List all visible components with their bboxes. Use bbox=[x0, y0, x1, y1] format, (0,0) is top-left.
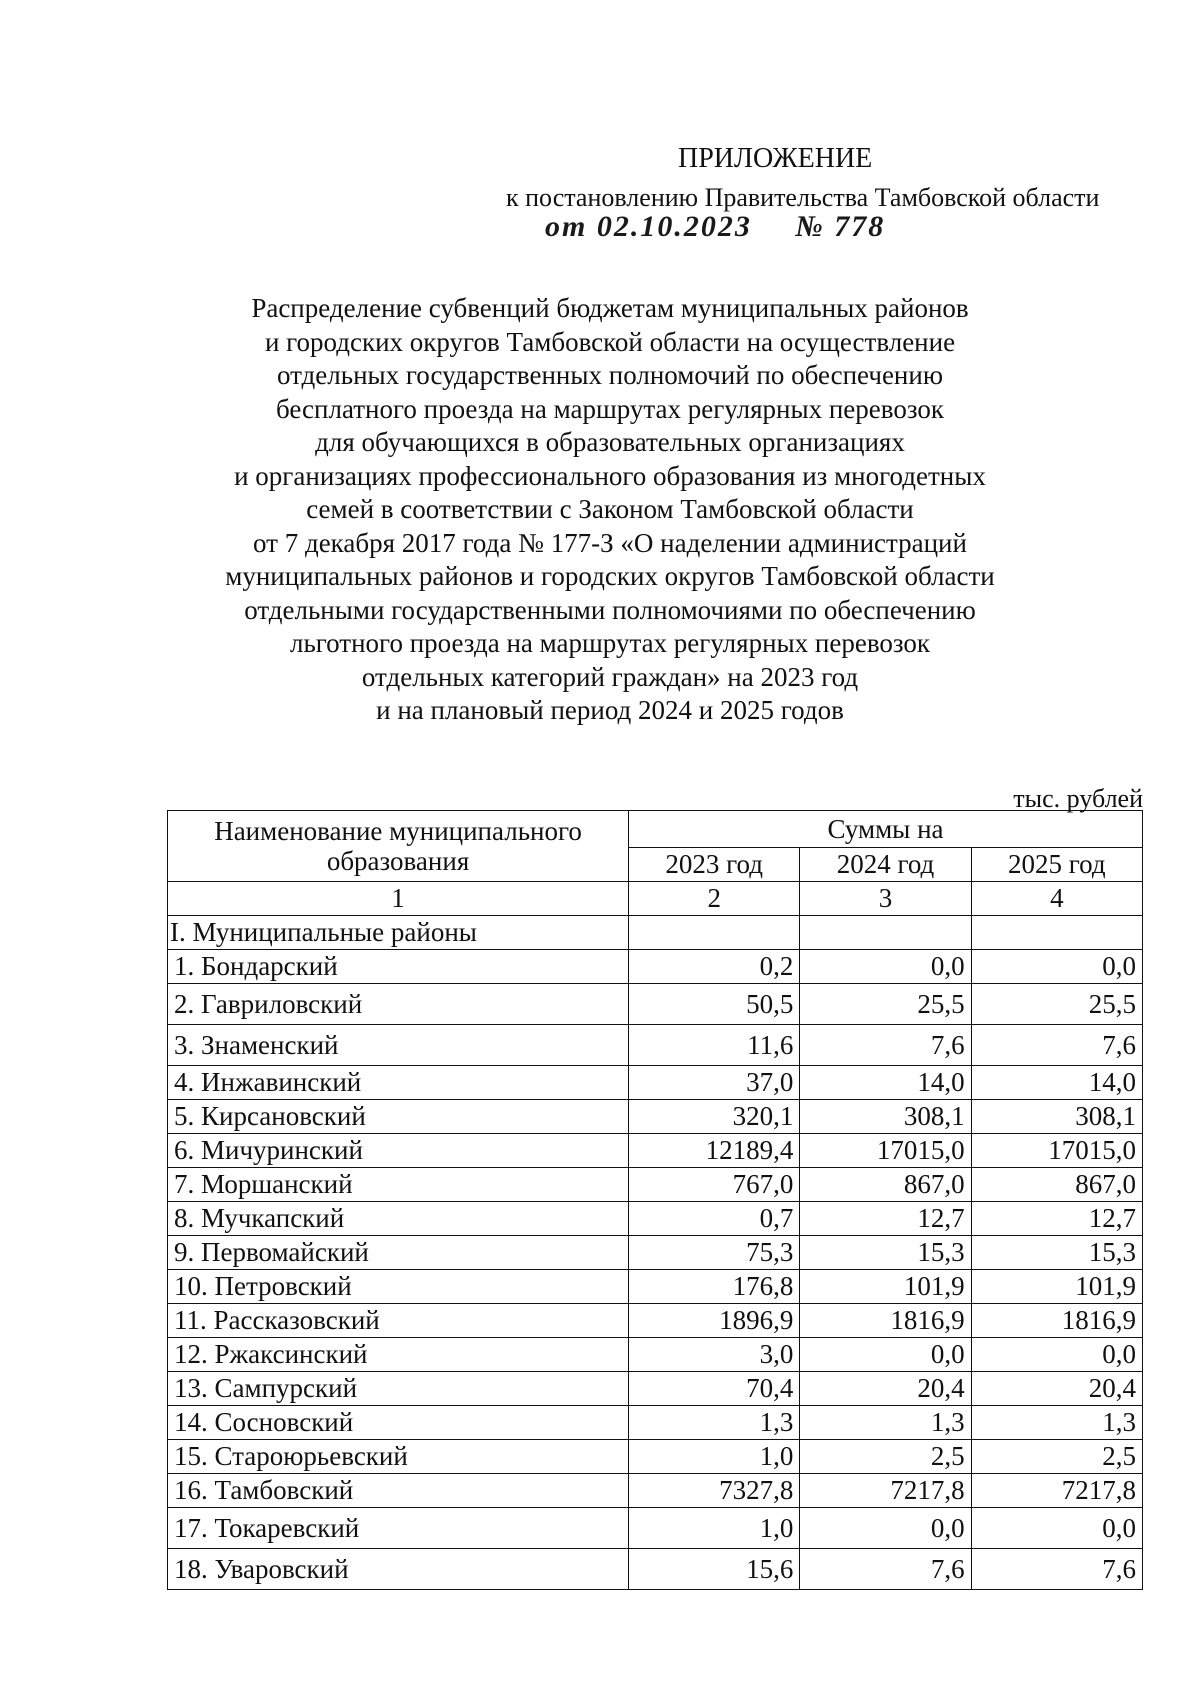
value-2024: 1816,9 bbox=[800, 1304, 971, 1338]
value-2023: 176,8 bbox=[629, 1270, 800, 1304]
table-row bbox=[168, 1025, 1143, 1066]
municipality-name: 7. Моршанский bbox=[168, 1168, 629, 1202]
value-2025: 20,4 bbox=[971, 1372, 1142, 1406]
heading-line: от 7 декабря 2017 года № 177-З «О наделении администраций bbox=[253, 527, 967, 558]
header-year-2025: 2025 год bbox=[971, 848, 1142, 882]
municipality-name: 4. Инжавинский bbox=[168, 1066, 629, 1100]
value-2023: 12189,4 bbox=[629, 1134, 800, 1168]
handwritten-date: от 02.10.2023 bbox=[545, 210, 752, 243]
value-2023: 50,5 bbox=[629, 984, 800, 1025]
value-2024: 7217,8 bbox=[800, 1474, 971, 1508]
value-2025: 15,3 bbox=[971, 1236, 1142, 1270]
value-2025: 0,0 bbox=[971, 1338, 1142, 1372]
value-2024: 15,3 bbox=[800, 1236, 971, 1270]
header-year-2023: 2023 год bbox=[629, 848, 800, 882]
table-row bbox=[168, 1236, 1143, 1270]
heading-line: и на плановый период 2024 и 2025 годов bbox=[376, 695, 844, 725]
municipality-name: 18. Уваровский bbox=[168, 1549, 629, 1590]
value-2023: 1,0 bbox=[629, 1440, 800, 1474]
municipality-name: 17. Токаревский bbox=[168, 1508, 629, 1549]
table-row bbox=[168, 1304, 1143, 1338]
value-2024: 0,0 bbox=[800, 950, 971, 984]
document-heading bbox=[220, 292, 1000, 728]
municipality-name: 12. Ржаксинский bbox=[168, 1338, 629, 1372]
section-title: I. Муниципальные районы bbox=[168, 916, 629, 950]
value-2025: 0,0 bbox=[971, 1508, 1142, 1549]
value-2025: 12,7 bbox=[971, 1202, 1142, 1236]
header-municipality: Наименование муниципального образования bbox=[168, 811, 629, 882]
value-2025: 2,5 bbox=[971, 1440, 1142, 1474]
municipality-name: 13. Сампурский bbox=[168, 1372, 629, 1406]
heading-line: семей в соответствии с Законом Тамбовской области bbox=[306, 494, 914, 524]
table-row bbox=[168, 1406, 1143, 1440]
column-number: 1 bbox=[168, 882, 629, 916]
value-2025: 7,6 bbox=[971, 1025, 1142, 1066]
unit-label: тыс. рублей bbox=[1013, 784, 1143, 813]
value-2023: 0,2 bbox=[629, 950, 800, 984]
appendix-title: ПРИЛОЖЕНИЕ bbox=[678, 143, 873, 174]
heading-line: муниципальных районов и городских округов Тамбовской области bbox=[225, 561, 995, 591]
municipality-name: 9. Первомайский bbox=[168, 1236, 629, 1270]
header-year-2024: 2024 год bbox=[800, 848, 971, 882]
value-2024: 7,6 bbox=[800, 1549, 971, 1590]
value-2024: 20,4 bbox=[800, 1372, 971, 1406]
value-2025: 25,5 bbox=[971, 984, 1142, 1025]
value-2025: 1,3 bbox=[971, 1406, 1142, 1440]
value-2023: 11,6 bbox=[629, 1025, 800, 1066]
column-number: 4 bbox=[971, 882, 1142, 916]
header-sums: Суммы на bbox=[629, 811, 1143, 848]
table-row bbox=[168, 1549, 1143, 1590]
handwritten-date-number bbox=[545, 210, 885, 244]
value-2024: 0,0 bbox=[800, 1338, 971, 1372]
value-2025: 14,0 bbox=[971, 1066, 1142, 1100]
heading-line: Распределение субвенций бюджетам муниципальных районов bbox=[251, 293, 969, 323]
municipality-name: 15. Староюрьевский bbox=[168, 1440, 629, 1474]
value-2025: 1816,9 bbox=[971, 1304, 1142, 1338]
municipality-name: 8. Мучкапский bbox=[168, 1202, 629, 1236]
heading-line: льготного проезда на маршрутах регулярных перевозок bbox=[289, 628, 931, 658]
value-2024: 12,7 bbox=[800, 1202, 971, 1236]
table-row bbox=[168, 1168, 1143, 1202]
section-row bbox=[168, 916, 1143, 950]
heading-line: и городских округов Тамбовской области на осуществление bbox=[264, 326, 956, 357]
table-row bbox=[168, 1440, 1143, 1474]
heading-line: для обучающихся в образовательных организациях bbox=[315, 427, 905, 457]
value-2024: 308,1 bbox=[800, 1100, 971, 1134]
table-row bbox=[168, 1066, 1143, 1100]
table-row bbox=[168, 1508, 1143, 1549]
municipality-name: 3. Знаменский bbox=[168, 1025, 629, 1066]
value-2024: 14,0 bbox=[800, 1066, 971, 1100]
value-2023: 3,0 bbox=[629, 1338, 800, 1372]
subsidy-table bbox=[167, 810, 1143, 1590]
value-2024: 7,6 bbox=[800, 1025, 971, 1066]
municipality-name: 16. Тамбовский bbox=[168, 1474, 629, 1508]
municipality-name: 14. Сосновский bbox=[168, 1406, 629, 1440]
value-2024: 25,5 bbox=[800, 984, 971, 1025]
appendix-subtitle: к постановлению Правительства Тамбовской области bbox=[506, 183, 1100, 212]
value-2023: 320,1 bbox=[629, 1100, 800, 1134]
heading-line: отдельными государственными полномочиями по обеспечению bbox=[244, 594, 976, 625]
municipality-name: 1. Бондарский bbox=[168, 950, 629, 984]
municipality-name: 11. Рассказовский bbox=[168, 1304, 629, 1338]
table-row bbox=[168, 1270, 1143, 1304]
value-2024: 1,3 bbox=[800, 1406, 971, 1440]
municipality-name: 5. Кирсановский bbox=[168, 1100, 629, 1134]
table-row bbox=[168, 1372, 1143, 1406]
value-2025: 17015,0 bbox=[971, 1134, 1142, 1168]
table-row bbox=[168, 950, 1143, 984]
handwritten-number: № 778 bbox=[795, 210, 886, 243]
value-2024: 0,0 bbox=[800, 1508, 971, 1549]
municipality-name: 2. Гавриловский bbox=[168, 984, 629, 1025]
heading-line: отдельных государственных полномочий по обеспечению bbox=[276, 360, 944, 390]
heading-line: и организациях профессионального образования из многодетных bbox=[234, 460, 986, 491]
value-2024: 2,5 bbox=[800, 1440, 971, 1474]
table-row bbox=[168, 1202, 1143, 1236]
value-2023: 1,0 bbox=[629, 1508, 800, 1549]
table-row bbox=[168, 1338, 1143, 1372]
value-2025: 7217,8 bbox=[971, 1474, 1142, 1508]
value-2023: 0,7 bbox=[629, 1202, 800, 1236]
heading-line: бесплатного проезда на маршрутах регулярных перевозок bbox=[276, 393, 944, 424]
table-row bbox=[168, 1100, 1143, 1134]
value-2025: 7,6 bbox=[971, 1549, 1142, 1590]
value-2023: 70,4 bbox=[629, 1372, 800, 1406]
value-2023: 1,3 bbox=[629, 1406, 800, 1440]
value-2023: 7327,8 bbox=[629, 1474, 800, 1508]
value-2023: 15,6 bbox=[629, 1549, 800, 1590]
value-2023: 1896,9 bbox=[629, 1304, 800, 1338]
value-2024: 17015,0 bbox=[800, 1134, 971, 1168]
value-2025: 0,0 bbox=[971, 950, 1142, 984]
value-2025: 308,1 bbox=[971, 1100, 1142, 1134]
municipality-name: 10. Петровский bbox=[168, 1270, 629, 1304]
table-row bbox=[168, 1474, 1143, 1508]
column-number: 3 bbox=[800, 882, 971, 916]
value-2023: 767,0 bbox=[629, 1168, 800, 1202]
value-2023: 75,3 bbox=[629, 1236, 800, 1270]
table-row bbox=[168, 984, 1143, 1025]
value-2024: 101,9 bbox=[800, 1270, 971, 1304]
value-2024: 867,0 bbox=[800, 1168, 971, 1202]
table-row bbox=[168, 1134, 1143, 1168]
value-2025: 867,0 bbox=[971, 1168, 1142, 1202]
heading-line: отдельных категорий граждан» на 2023 год bbox=[361, 661, 859, 692]
municipality-name: 6. Мичуринский bbox=[168, 1134, 629, 1168]
column-number: 2 bbox=[629, 882, 800, 916]
value-2023: 37,0 bbox=[629, 1066, 800, 1100]
value-2025: 101,9 bbox=[971, 1270, 1142, 1304]
